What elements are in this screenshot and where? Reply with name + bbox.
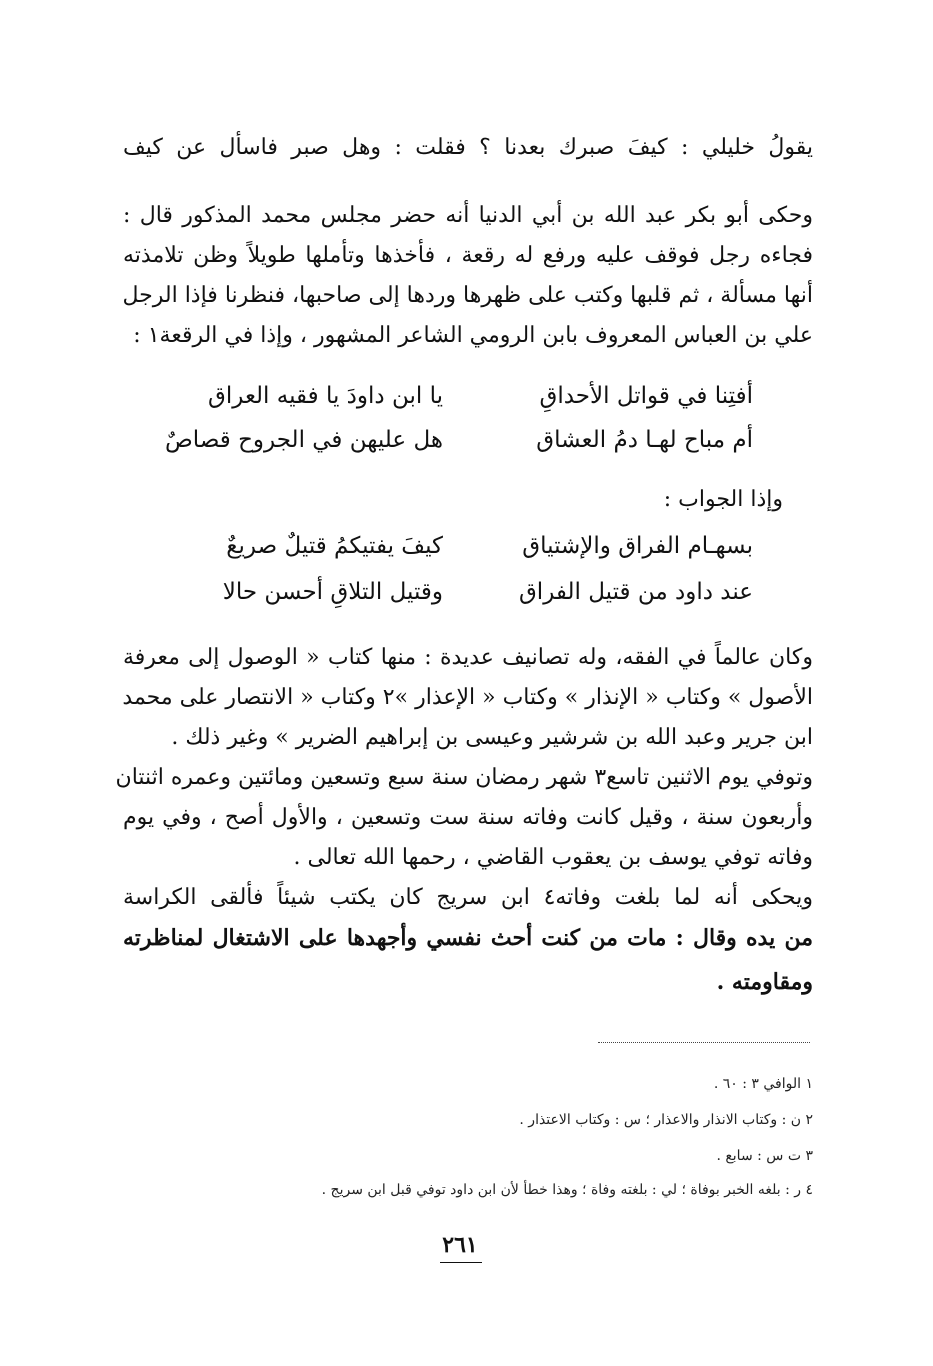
opening-verse-line: يقولُ خليلي : كيفَ صبرك بعدنا ؟ فقلت : وهل صبر فاسأل عن كيف [123, 135, 813, 160]
verse-hemistich: وقتيل التلاقِ أحسن حالا [222, 579, 443, 605]
paragraph-line: وأربعون سنة ، وقيل كانت وفاته سنة ست وتسعين ، والأول أصح ، وفي يوم [123, 805, 813, 830]
footnote-separator [598, 1042, 810, 1043]
paragraph-line: وكان عالماً في الفقه، وله تصانيف عديدة : منها كتاب « الوصول إلى معرفة [123, 645, 813, 670]
page-number: ٢٦١ [442, 1232, 478, 1258]
footnote: ٤ ر : بلغه الخبر بوفاة ؛ لي : بلغته وفاة ؛ وهذا خطأ لأن ابن داود توفي قبل ابن سريج . [321, 1182, 813, 1198]
paragraph-line: علي بن العباس المعروف بابن الرومي الشاعر المشهور ، وإذا في الرقعة١ : [133, 323, 813, 348]
paragraph-line: وتوفي يوم الاثنين تاسع٣ شهر رمضان سنة سبع وتسعين ومائتين وعمره اثنتان [115, 765, 813, 790]
answer-intro: وإذا الجواب : [663, 487, 783, 512]
verse-hemistich: يا ابن داودَ يا فقيه العراق [208, 383, 443, 409]
verse-hemistich: بسهـام الفراق والإشتياق [522, 533, 753, 559]
verse-hemistich: هل عليهن في الجروح قصاصٌ [165, 427, 443, 453]
paragraph-line: وحكى أبو بكر عبد الله بن أبي الدنيا أنه حضر مجلس محمد المذكور قال : [123, 203, 813, 228]
paragraph-line: وفاته توفي يوسف بن يعقوب القاضي ، رحمها الله تعالى . [293, 845, 813, 870]
footnote: ١ الوافي ٣ : ٦٠ . [713, 1076, 813, 1092]
verse-hemistich: عند داود من قتيل الفراق [518, 579, 753, 605]
paragraph-line: ومقاومته . [716, 969, 813, 995]
verse-hemistich: أفتِنا في قواتل الأحداقِ [539, 383, 753, 409]
footnote: ٢ ن : وكتاب الانذار والاعذار ؛ س : وكتاب الاعتذار . [519, 1112, 813, 1128]
paragraph-line: أنها مسألة ، ثم قلبها وكتب على ظهرها وردها إلى صاحبها، فنظرنا فإذا الرجل [122, 283, 813, 308]
paragraph-line: ابن جرير وعبد الله بن شرشير وعيسى بن إبراهيم الضرير » وغير ذلك . [171, 725, 813, 750]
paragraph-line: ويحكى أنه لما بلغت وفاته٤ ابن سريج كان يكتب شيئاً فألقى الكراسة [123, 885, 813, 910]
verse-hemistich: كيفَ يفتيكمُ قتيلٌ صريعٌ [226, 533, 443, 559]
verse-hemistich: أم مباح لهـا دمُ العشاق [536, 427, 753, 453]
paragraph-line: الأصول » وكتاب « الإنذار » وكتاب « الإعذار »٢ وكتاب « الانتصار على محمد [122, 685, 813, 710]
page-number-underline [440, 1262, 482, 1263]
paragraph-line: من يده وقال : مات من كنت أحث نفسي وأجهدها على الاشتغال لمناظرته [123, 925, 813, 951]
footnote: ٣ ت س : سابع . [716, 1148, 813, 1164]
paragraph-line: فجاءه رجل فوقف عليه ورفع له رقعة ، فأخذها وتأملها طويلاً وظن تلامذته [123, 243, 813, 268]
